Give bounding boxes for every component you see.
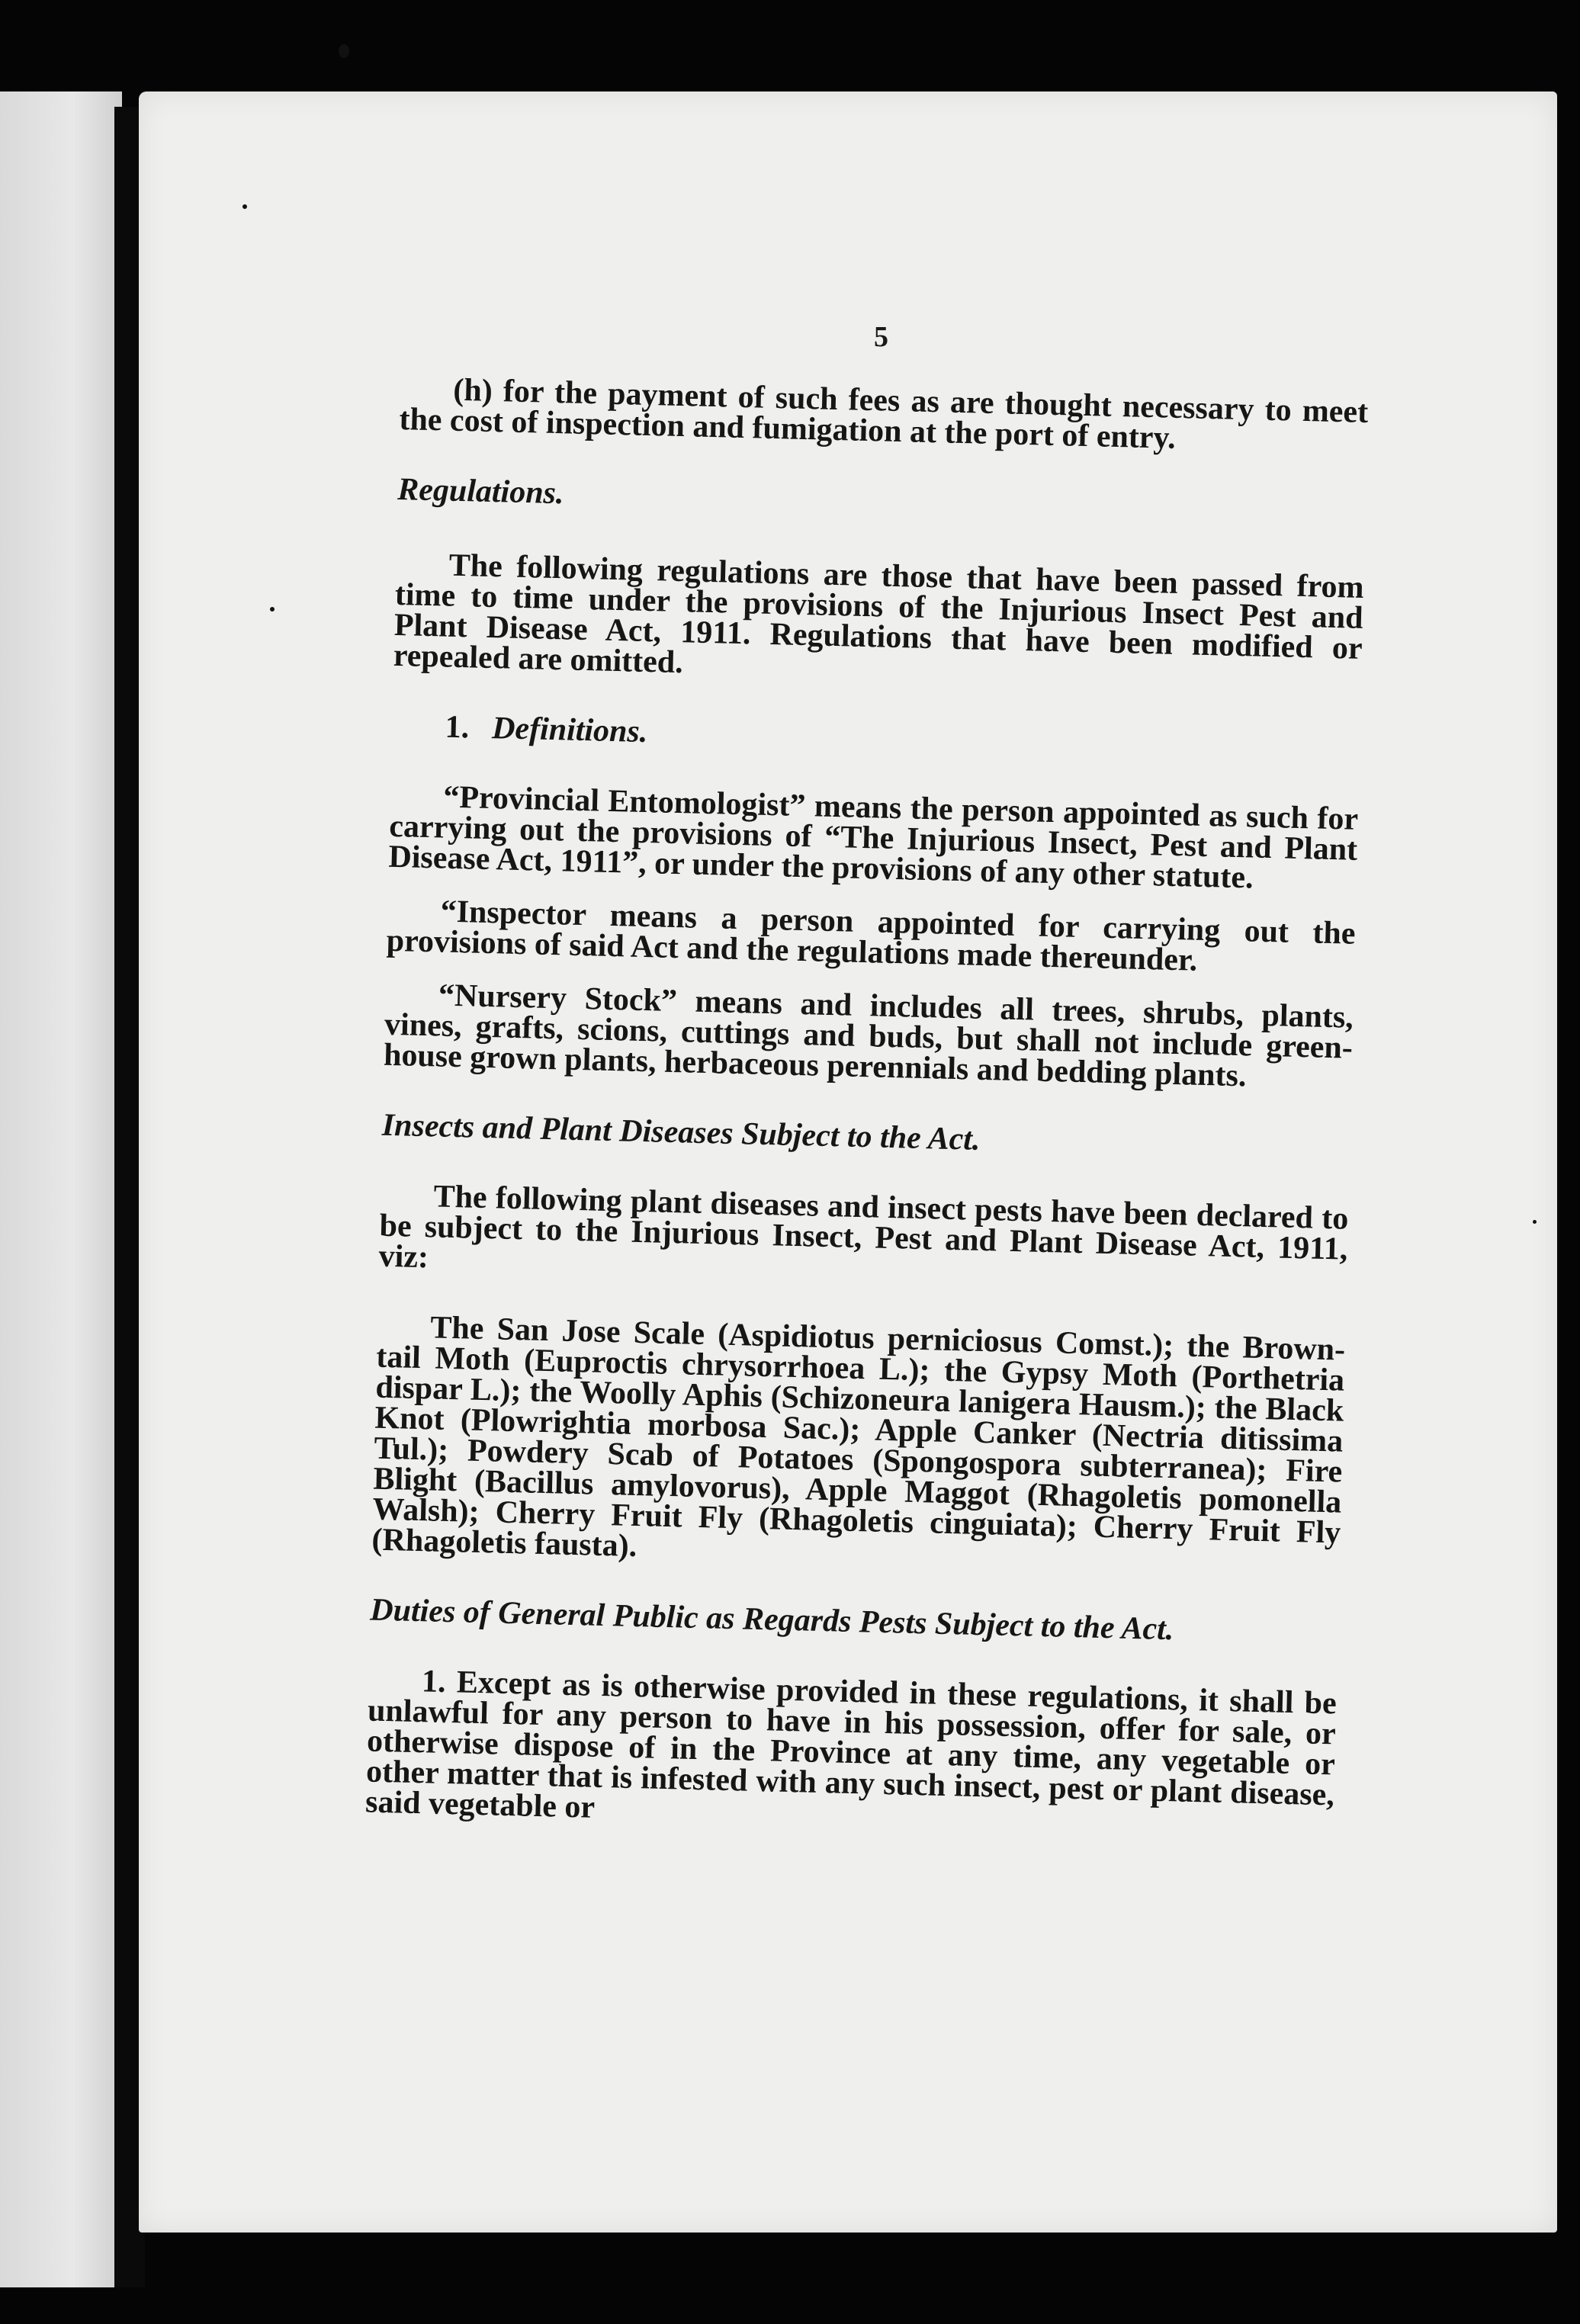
page-speck xyxy=(1533,1220,1537,1224)
page-speck xyxy=(270,607,275,611)
insects-intro: The following plant diseases and insect pests have been declared to be subject to the Injurious Insect, Pest and Plant Disease Act, 1911, viz: xyxy=(378,1179,1349,1276)
page-speck xyxy=(242,204,247,209)
insects-heading: Insects and Plant Diseases Subject to the Act. xyxy=(381,1107,981,1157)
definitions-title: Definitions. xyxy=(491,711,648,750)
paragraph-item-h: (h) for the payment of such fees as are thought necessary to meet the cost of inspection and fumigation at the port of entry. xyxy=(398,372,1369,456)
insects-list: The San Jose Scale (Aspidiotus perniciosus Comst.); the Brown-tail Moth (Euproctis chrysorrhoea L.); the Gypsy Moth (Porthetria dispar L.); the Woolly Aphis (Schizoneura lanigera Hausm.); the Black Knot (Plowrightia morbosa Sac.); Apple Canker (Nectria ditissima Tul.); Powdery Scab of Potatoes (Spongospora subterranea); Fire Blight (Bacillus amylovorus), Apple Maggot (Rhagoletis pomonella Walsh); Cherry Fruit Fly (Rhagoletis cinguiata); Cherry Fruit Fly (Rhagoletis fausta). xyxy=(371,1310,1346,1565)
film-speck xyxy=(339,44,349,58)
page-body xyxy=(365,374,1369,1841)
regulations-intro: The following regulations are those that have been passed from time to time under the provisions of the Injurious Insect Pest and Plant Disease Act, 1911. Regulations that have been modified or repealed are omitted. xyxy=(393,547,1365,681)
definitions-number: 1. xyxy=(445,709,470,746)
definition-provincial-entomologist: “Provincial Entomologist” means the person appointed as such for carrying out the provisions of “The Injurious Insect, Pest and Plant Disease Act, 1911”, or under the provisions of any other statute. xyxy=(387,779,1359,896)
duties-paragraph-1: 1. Except as is otherwise provided in these regulations, it shall be unlawful for any person to have in his possession, offer for sale, or otherwise dispose of in the Province at any time, any vegetable or other matter that is infested with any such insect, pest or plant disease, said vegetable or xyxy=(364,1664,1338,1825)
duties-heading: Duties of General Public as Regards Pests Subject to the Act. xyxy=(369,1592,1174,1648)
page-number: 5 xyxy=(874,321,888,353)
definition-nursery-stock: “Nursery Stock” means and includes all trees, shrubs, plants, vines, grafts, scions, cuttings and buds, but shall not include green-house grown plants, herbaceous perennials and bedding plants. xyxy=(383,977,1354,1094)
adjacent-page-edge xyxy=(0,91,122,2287)
definition-inspector: “Inspector means a person appointed for carrying out the provisions of said Act and the regulations made thereunder. xyxy=(386,894,1356,978)
regulations-heading: Regulations. xyxy=(397,471,565,512)
